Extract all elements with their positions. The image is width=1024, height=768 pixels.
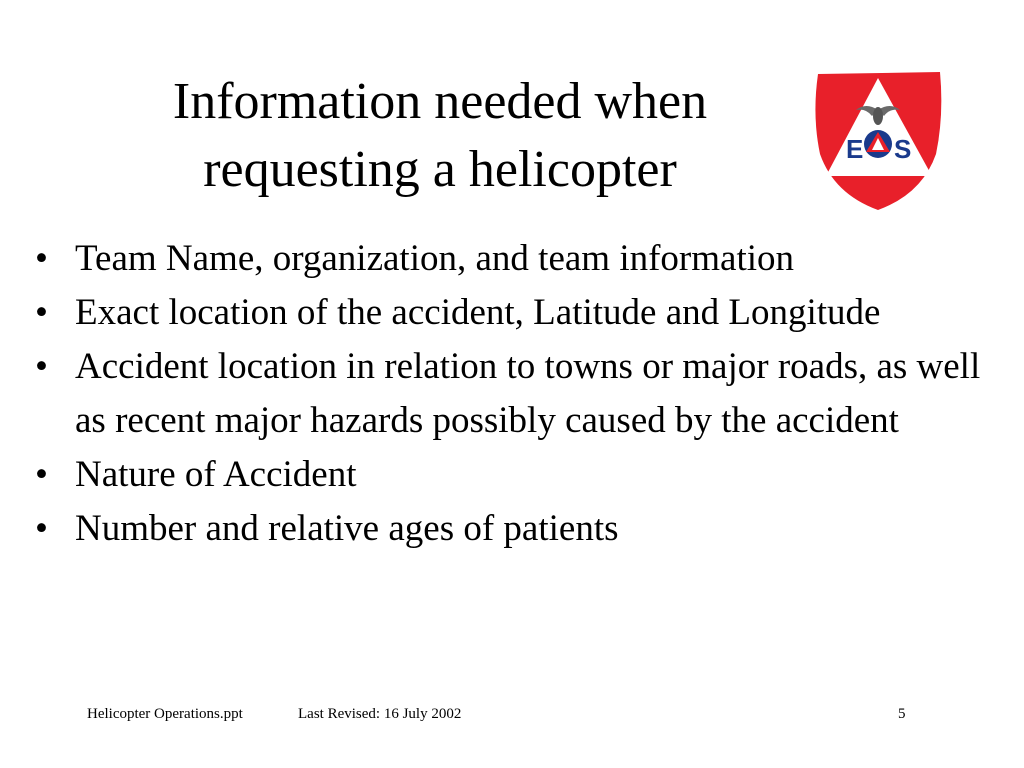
bullet-text: Number and relative ages of patients <box>75 508 619 549</box>
bullet-dot: • <box>35 238 48 279</box>
bullet-text: Team Name, organization, and team information <box>75 238 795 279</box>
bullet-item <box>30 232 990 286</box>
bullet-list <box>30 232 990 556</box>
slide-title <box>60 68 820 203</box>
logo-letter-s: S <box>894 134 912 164</box>
footer-page-number: 5 <box>898 706 906 722</box>
slide-title-line-1: Information needed when <box>172 73 708 130</box>
bullet-item <box>30 286 990 340</box>
bullet-dot: • <box>35 292 48 333</box>
bullet-text: Nature of Accident <box>75 454 357 495</box>
bullet-item <box>30 502 990 556</box>
bullet-text: Accident location in relation to towns or major roads, as well as recent major hazards possibly caused by the accident <box>75 346 981 441</box>
bullet-dot: • <box>35 454 48 495</box>
emergency-services-logo <box>812 66 946 212</box>
slide-title-line-2: requesting a helicopter <box>203 140 677 198</box>
bullet-dot: • <box>35 346 48 387</box>
bullet-text: Exact location of the accident, Latitude and Longitude <box>75 292 881 333</box>
bullet-item <box>30 448 990 502</box>
logo-letter-e: E <box>846 134 864 164</box>
footer-revised-date: Last Revised: 16 July 2002 <box>298 706 462 722</box>
bullet-dot: • <box>35 508 48 549</box>
ces-emergency-services-shield-icon <box>812 66 946 212</box>
bullet-item <box>30 340 990 448</box>
footer-filename: Helicopter Operations.ppt <box>87 706 243 722</box>
